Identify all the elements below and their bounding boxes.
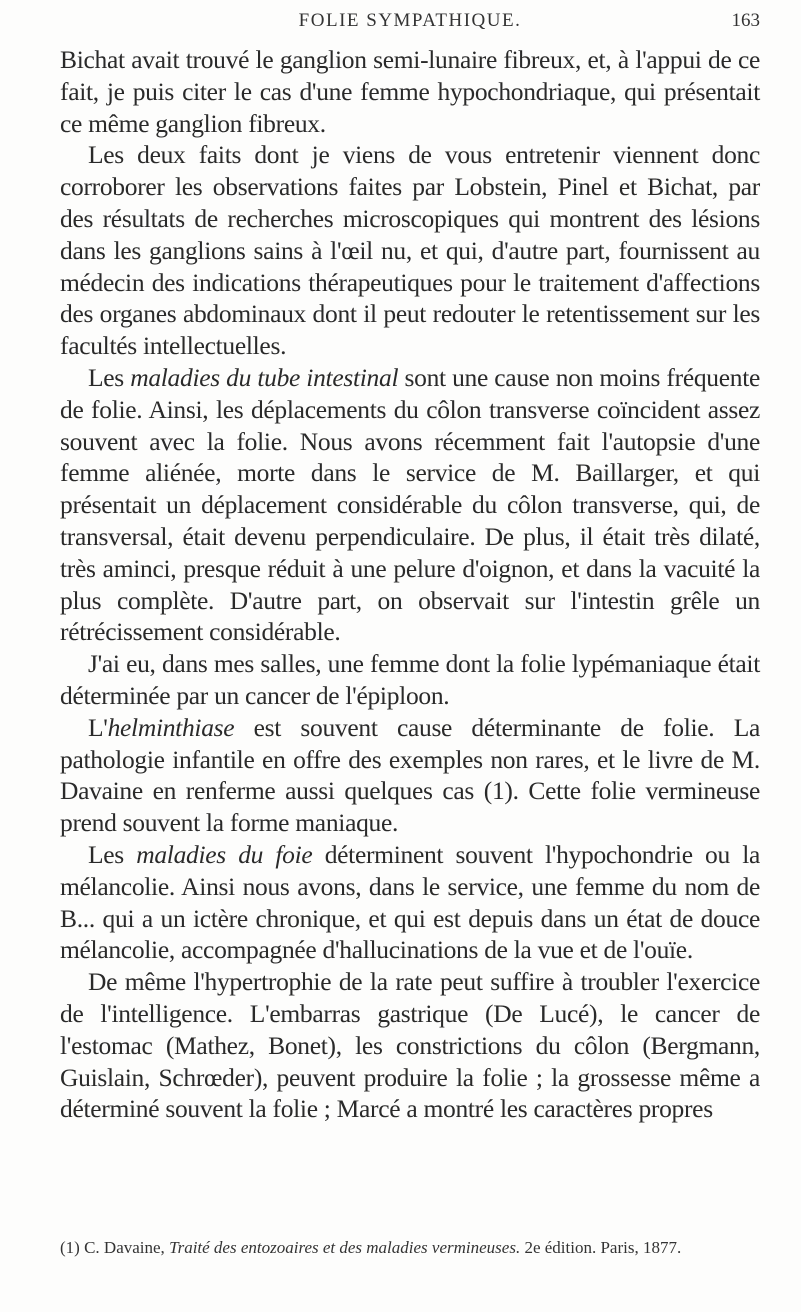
paragraph-3-lead: Les	[88, 362, 131, 392]
paragraph-5-rest: est souvent cause déterminante de folie. La pathologie infantile en offre des exemples non rares, et le livre de M. Davaine en renferme aussi quelques cas (1). Cette folie vermineuse prend souvent la forme maniaque.	[60, 712, 760, 838]
paragraph-4: J'ai eu, dans mes salles, une femme dont la folie lypémaniaque était déterminée par un cancer de l'épiploon.	[60, 649, 760, 710]
paragraph-6-lead: Les	[88, 839, 137, 869]
paragraph-3	[60, 362, 760, 648]
footnote	[60, 1238, 770, 1258]
paragraph-3-italic: maladies du tube intestinal	[130, 362, 399, 392]
paragraph-5	[60, 712, 760, 839]
body-text	[60, 44, 760, 1125]
footnote-title: Traité des entozoaires et des maladies vermineuses.	[169, 1238, 521, 1257]
footnote-rest: 2e édition. Paris, 1877.	[520, 1238, 682, 1257]
paragraph-3-rest: sont une cause non moins fréquente de folie. Ainsi, les déplacements du côlon transverse coïncident assez souvent avec la folie. Nous avons récemment fait l'autopsie d'une femme aliénée, morte dans le service de M. Baillarger, et qui présentait un déplacement considérable du côlon transverse, qui, de transversal, était devenu perpendiculaire. De plus, il était très dilaté, très aminci, presque réduit à une pelure d'oignon, et dans la vacuité la plus complète. D'autre part, on observait sur l'intestin grêle un rétrécissement considérable.	[60, 362, 761, 647]
page-header	[60, 10, 760, 36]
paragraph-5-italic: helminthiase	[107, 712, 235, 742]
paragraph-1: Bichat avait trouvé le ganglion semi-lunaire fibreux, et, à l'appui de ce fait, je puis citer le cas d'une femme hypochondriaque, qui présentait ce même ganglion fibreux.	[60, 45, 760, 138]
paragraph-6-rest: déterminent souvent l'hypochondrie ou la mélancolie. Ainsi nous avons, dans le service, une femme du nom de B... qui a un ictère chronique, et qui est depuis dans un état de douce mélancolie, accompagnée d'hallucinations de la vue et de l'ouïe.	[60, 839, 760, 965]
paragraph-6-italic: maladies du foie	[136, 839, 313, 869]
paragraph-5-lead: L'	[88, 712, 108, 742]
footnote-lead: (1) C. Davaine,	[60, 1238, 170, 1257]
running-head: FOLIE SYMPATHIQUE.	[298, 10, 522, 31]
paragraph-2: Les deux faits dont je viens de vous entretenir viennent donc corroborer les observations faites par Lobstein, Pinel et Bichat, par des résultats de recherches microscopiques qui montrent des lésions dans les ganglions sains à l'œil nu, et qui, d'autre part, fournissent au médecin des indications thérapeutiques pour le traitement d'affections des organes abdominaux dont il peut redouter le retentissement sur les facultés intellectuelles.	[60, 140, 760, 361]
paragraph-7: De même l'hypertrophie de la rate peut suffire à troubler l'exercice de l'intelligence. L'embarras gastrique (De Lucé), le cancer de l'estomac (Mathez, Bonet), les constrictions du côlon (Bergmann, Guislain, Schrœder), peuvent produire la folie ; la grossesse même a déterminé souvent la folie ; Marcé a montré les caractères propres	[60, 967, 760, 1124]
page-number: 163	[731, 10, 760, 31]
paragraph-6	[60, 839, 760, 966]
